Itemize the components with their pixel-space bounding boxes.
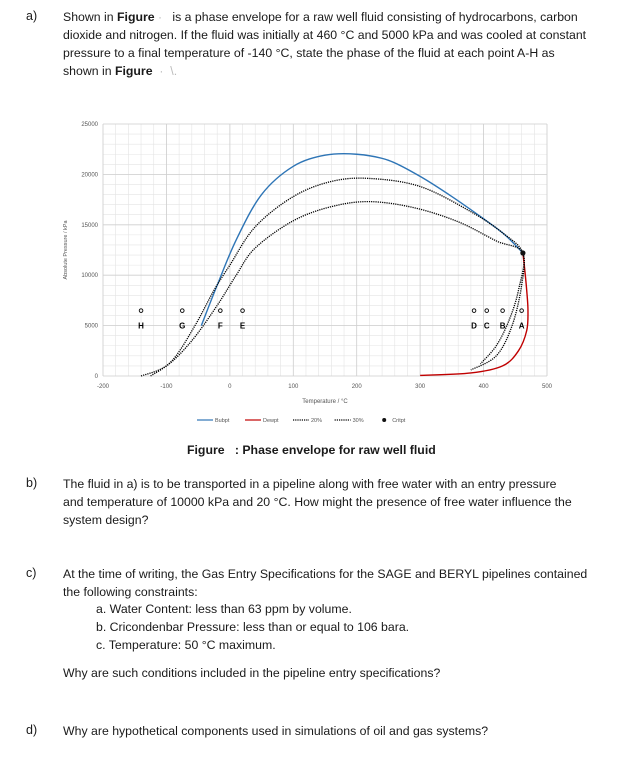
- x-tick-label: -100: [160, 384, 173, 390]
- y-tick-label: 0: [94, 374, 98, 380]
- part-b-text: The fluid in a) is to be transported in a pipeline along with free water with an entry pressure and temperature of 10000 kPa and 20 °C. How might the presence of free water influence the system design?: [63, 477, 572, 527]
- state-point-label: A: [518, 321, 525, 331]
- constraint-item: c. Temperature: 50 °C maximum.: [96, 638, 276, 652]
- part-d-text: Why are hypothetical components used in simulations of oil and gas systems?: [63, 724, 489, 738]
- y-tick-label: 20000: [81, 172, 98, 179]
- series-line-bubpt: [201, 154, 523, 326]
- phase-envelope-chart: [55, 108, 575, 438]
- x-tick-label: 0: [228, 384, 232, 390]
- part-c-text: At the time of writing, the Gas Entry Specifications for the SAGE and BERYL pipelines contained the following constraints:: [63, 567, 588, 599]
- x-tick-label: 400: [478, 384, 489, 390]
- series-line-30pct: [141, 202, 524, 376]
- x-axis-label: Temperature / °C: [302, 399, 348, 405]
- y-tick-label: 25000: [81, 122, 98, 128]
- part-a-text: Shown in Figure · is a phase envelope for a raw well fluid consisting of hydrocarbons, carbon dioxide and nitrogen. If the fluid was initially at 460 °C and 5000 kPa and was cooled at constant pressure to a final temperature of -140 °C, state the phase of the fluid at each point A-H as shown in Figure · \.: [63, 10, 587, 78]
- critical-point-marker: [520, 250, 525, 255]
- legend-label: 20%: [311, 418, 323, 424]
- state-point-label: G: [179, 321, 186, 331]
- chart-grid: [103, 124, 547, 376]
- state-point-label: E: [239, 321, 246, 331]
- state-point-label: F: [217, 321, 223, 331]
- state-point-label: B: [499, 321, 506, 331]
- x-tick-label: 300: [415, 384, 426, 390]
- constraint-item: b. Cricondenbar Pressure: less than or equal to 106 bara.: [96, 620, 410, 634]
- part-d-label: d): [26, 723, 38, 737]
- legend-swatch: [382, 418, 386, 422]
- legend-label: Dewpt: [263, 418, 279, 424]
- x-tick-label: -200: [96, 384, 110, 390]
- y-axis-label: Absolute Pressure / kPa: [63, 220, 69, 280]
- figure-ref: Figure: [114, 64, 153, 78]
- legend-label: 30%: [352, 418, 364, 424]
- figure-ref: Figure: [117, 10, 155, 24]
- state-point-marker: [485, 309, 489, 313]
- x-tick-label: 100: [288, 384, 299, 390]
- constraint-item: a. Water Content: less than 63 ppm by volume.: [96, 602, 352, 616]
- part-c-constraints: [96, 600, 409, 654]
- state-point-marker: [219, 309, 223, 313]
- legend-label: Critpt: [392, 418, 406, 424]
- part-b-label: b): [26, 476, 38, 490]
- state-point-marker: [501, 309, 505, 313]
- figure-caption: Figure : Phase envelope for raw well fluid: [187, 443, 436, 457]
- state-point-label: D: [471, 321, 477, 331]
- x-tick-label: 200: [351, 384, 362, 390]
- state-point-marker: [180, 309, 184, 313]
- chart-legend: [197, 418, 406, 424]
- part-a-label: a): [26, 9, 38, 23]
- part-c-label: c): [26, 566, 37, 580]
- y-tick-label: 5000: [84, 323, 98, 330]
- part-c-question: Why are such conditions included in the pipeline entry specifications?: [63, 666, 441, 680]
- y-tick-label: 10000: [81, 273, 98, 280]
- y-tick-label: 15000: [81, 222, 98, 229]
- x-tick-label: 500: [541, 384, 553, 390]
- state-point-label: H: [138, 321, 144, 331]
- state-point-marker: [472, 309, 476, 313]
- legend-label: Bubpt: [215, 418, 230, 424]
- state-point-label: C: [483, 321, 490, 331]
